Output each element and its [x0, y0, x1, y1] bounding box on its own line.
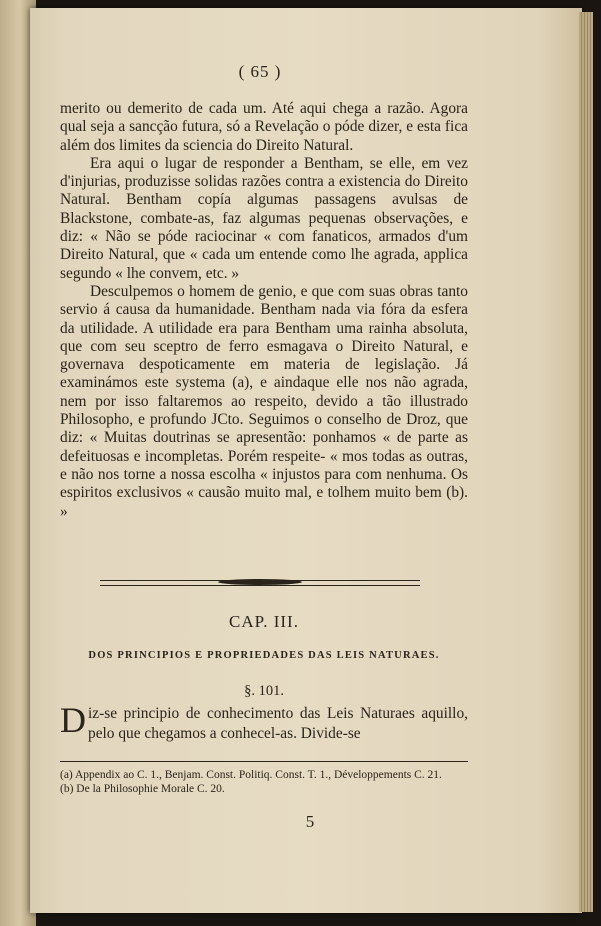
body-text	[60, 100, 468, 521]
section-number: §. 101.	[244, 683, 284, 699]
footnotes	[60, 768, 468, 796]
section-paragraph-text: iz-se principio de conhecimento das Leis Naturaes aquillo, pelo que chegamos a conhecel-as. Divide-se	[88, 705, 468, 742]
signature-mark: 5	[305, 812, 315, 831]
section-paragraph	[60, 700, 468, 744]
footnote: (a) Appendix ao C. 1., Benjam. Const. Politiq. Const. T. 1., Développements C. 21.	[60, 769, 442, 781]
paragraph: Era aqui o lugar de responder a Bentham, se elle, em vez d'injurias, produzisse solidas razões contra a existencia do Direito Natural. Bentham copía algumas passagens avulsas de Blackstone, combate-as, faz algumas pequenas observações, e diz: « Não se póde raciocinar « com fanaticos, armados d'um Direito Natural, que « cada um entende como lhe agrada, applica segundo « lhe convem, etc. »	[60, 154, 468, 282]
drop-cap: D	[60, 700, 86, 740]
footnote: (b) De la Philosophie Morale C. 20.	[60, 783, 225, 795]
chapter-title: CAP. III.	[229, 612, 299, 631]
page-number: ( 65 )	[238, 62, 282, 81]
paragraph: merito ou demerito de cada um. Até aqui chega a razão. Agora qual seja a sancção futura, só a Revelação o póde dizer, e esta fica além dos limites da sciencia do Direito Natural.	[60, 100, 468, 154]
footnote-rule	[60, 761, 468, 762]
paragraph: Desculpemos o homem de genio, e que com suas obras tanto servio á causa da humanidade. Bentham nada via fóra da esfera da utilidade. A utilidade era para Bentham uma rainha absoluta, que com seu sceptro de ferro esmagava o Direito Natural, e governava despoticamente em materia de legislação. Já examinámos este systema (a), e aindaque elle nos não agrada, nem por isso faltaremos ao respeito, devido a tão illustrado Philosopho, e profundo JCto. Seguimos o conselho de Droz, que diz: « Muitas doutrinas se apresentão: ponhamos « de parte as defeituosas e incompletas. Porém respeite- « mos todas as outras, e não nos torne a nossa escolha « injustos para com nenhuma. Os espiritos exclusivos « causão muito mal, e tolhem muito bem (b). »	[60, 282, 468, 520]
chapter-subtitle: DOS PRINCIPIOS E PROPRIEDADES DAS LEIS NATURAES.	[88, 650, 440, 661]
ornamental-rule-center	[218, 579, 302, 585]
page-stack-edge	[579, 12, 593, 912]
